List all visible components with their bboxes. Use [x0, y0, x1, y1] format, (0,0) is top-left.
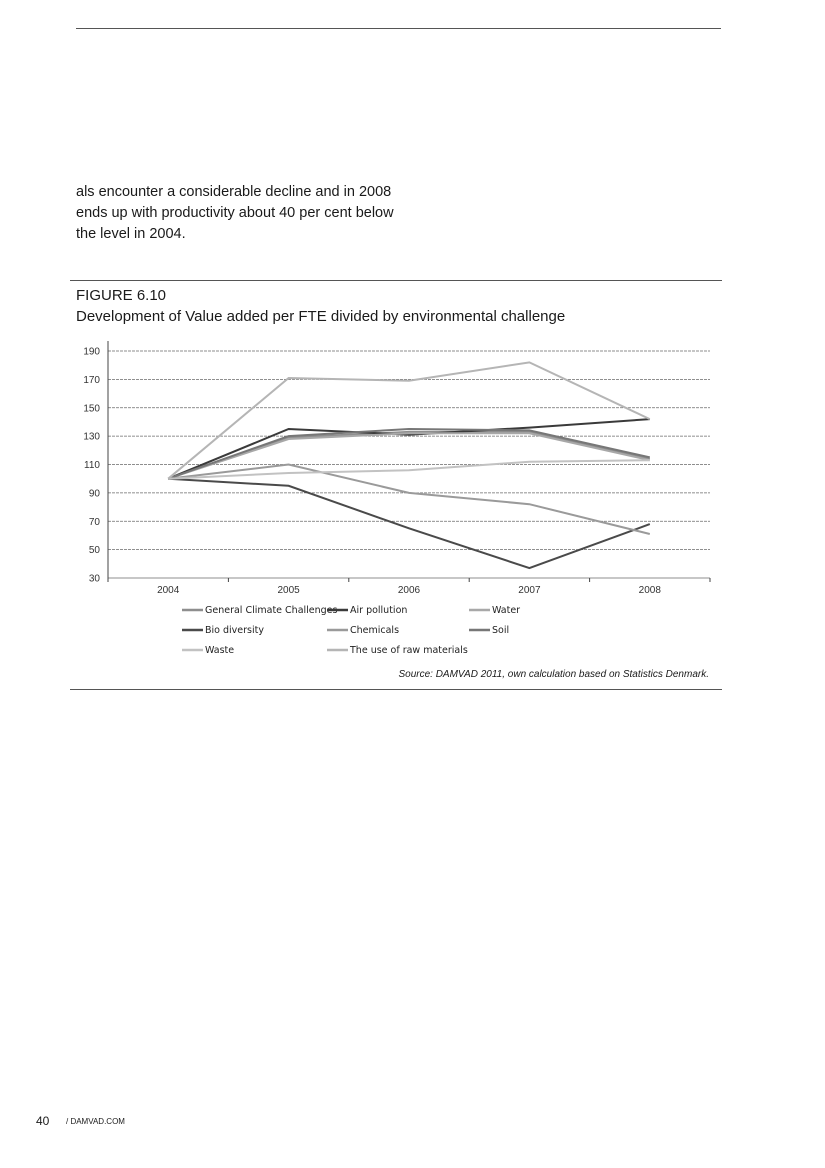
- legend-label: Water: [492, 605, 521, 616]
- legend-label: Air pollution: [350, 605, 408, 616]
- legend-label: Bio diversity: [205, 625, 264, 636]
- x-tick-label: 2006: [397, 585, 421, 596]
- gridlines: [108, 351, 710, 578]
- legend-label: Soil: [492, 625, 510, 636]
- body-line: als encounter a considerable decline and in 2008: [76, 184, 392, 200]
- legend: [182, 605, 520, 656]
- y-tick-label: 110: [84, 460, 100, 471]
- x-tick-label: 2007: [518, 585, 541, 596]
- y-tick-label: 50: [88, 545, 100, 557]
- body-paragraph: [76, 182, 396, 245]
- figure-source: Source: DAMVAD 2011, own calculation based on Statistics Denmark.: [398, 669, 709, 680]
- body-line: the level in 2004.: [76, 226, 186, 242]
- figure-bottom-rule: [70, 689, 722, 690]
- legend-label: The use of raw materials: [350, 645, 468, 656]
- y-tick-label: 130: [83, 431, 100, 443]
- x-tick-label: 2008: [638, 585, 661, 596]
- figure-title: Development of Value added per FTE divided by environmental challenge: [76, 308, 566, 325]
- y-tick-label: 70: [88, 516, 100, 528]
- legend-label: Chemicals: [350, 625, 400, 636]
- y-tick-label: 170: [83, 374, 100, 386]
- page-number: 40: [36, 1114, 50, 1128]
- top-rule: [76, 28, 721, 29]
- series-line: [168, 433, 650, 478]
- figure-label: FIGURE 6.10: [76, 287, 167, 304]
- x-tick-label: 2004: [157, 585, 180, 596]
- x-tick-label: 2005: [277, 585, 300, 596]
- y-tick-label: 190: [83, 346, 100, 358]
- legend-label: General Climate Challenges: [205, 605, 338, 616]
- series-lines: [168, 362, 650, 568]
- y-tick-label: 90: [88, 488, 100, 500]
- legend-label: Waste: [205, 645, 235, 656]
- body-line: ends up with productivity about 40 per cent below: [76, 205, 394, 221]
- y-tick-label: 30: [88, 573, 100, 585]
- footer-site: / DAMVAD.COM: [66, 1117, 125, 1126]
- y-tick-label: 150: [83, 403, 100, 415]
- figure-top-rule: [70, 280, 722, 281]
- line-chart: [60, 335, 725, 660]
